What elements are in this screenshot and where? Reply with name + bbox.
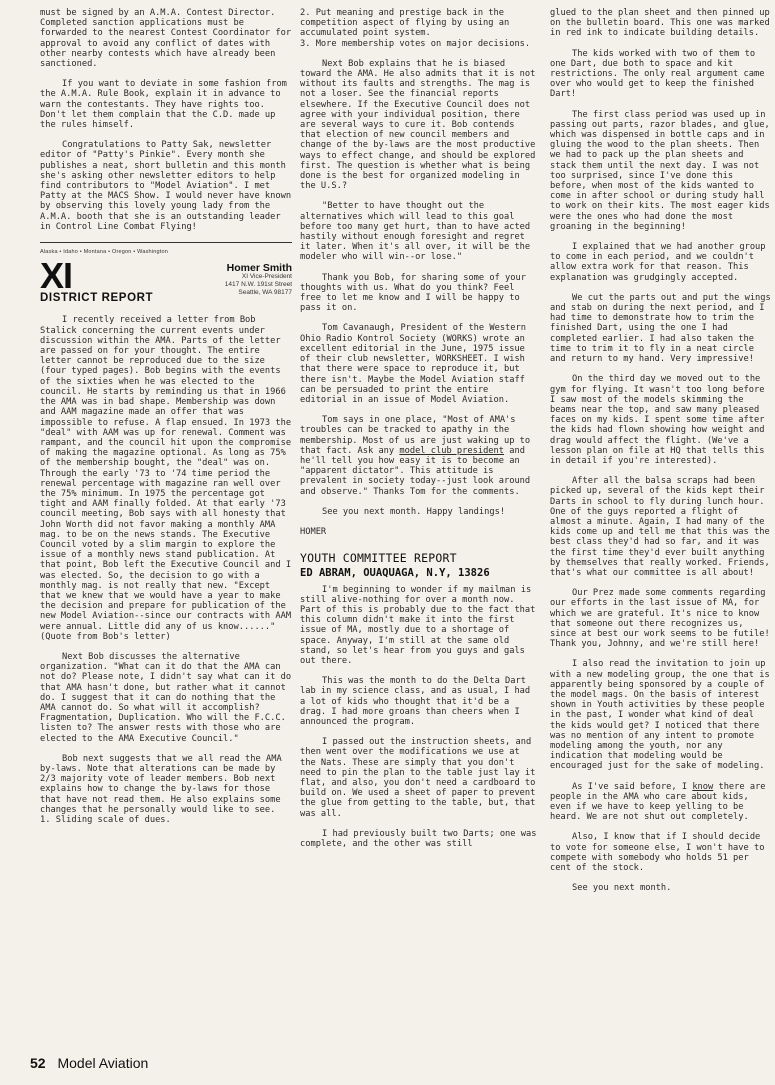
paragraph: I had previously built two Darts; one was complete, and the other was still [300, 828, 537, 850]
paragraph: After all the balsa scraps had been picked up, several of the kids kept their Darts in school to fly during lunch hour. One of the guys reported a flight of almost a minute. Again, I had many of the kids come up and tell me that this was the best class they'd had so far, and it was the first time they'd ever built anything by themselves that really worked. Friends, that's what our committee is all about! [550, 476, 770, 578]
text-run: there are people in the AMA who care about kids, even if we have to keep yelling to be heard. We are not shut out completely. [550, 781, 766, 823]
text-run: and he'll tell you how easy it is to become an "apparent dictator". This attitude is prevalent in society today--just look around and observe." Thanks Tom for the comments. [300, 445, 531, 497]
paragraph: Bob next suggests that we all read the AMA by-laws. Note that alterations can be made by 2/3 majority vote of leader members. Bob next explains how to change the by-laws for those that have not read them. He also explains some changes that he personally would like to see. [40, 753, 282, 815]
page-number: 52 [30, 1055, 46, 1071]
vp-name: Homer Smith [226, 262, 292, 275]
paragraph: I passed out the instruction sheets, and then went over the modifications we use at the Nats. These are simply that you don't need to pin the plan to the table just lay it flat, and also, you don't need a cardboard to build on. We used a sheet of paper to prevent the glue from getting to the table, but, that was all. [300, 737, 536, 819]
paragraph: must be signed by an A.M.A. Contest Director. Completed sanction applications must be forwarded to the nearest Contest Coordinator for approval to avoid any conflict of dates with other nearby contests which have already been sanctioned. [40, 8, 292, 70]
underlined-text: know [692, 781, 714, 792]
vp-street: 1417 N.W. 191st Street [224, 281, 292, 289]
paragraph: Also, I know that if I should decide to vote for someone else, I won't have to compete with somebody who holds 51 per cent of the stock. [550, 832, 765, 874]
paragraph: This was the month to do the Delta Dart lab in my science class, and as usual, I had a lot of kids who thought that it'd be a drag. I had more groans than cheers when I announced the program. [300, 676, 531, 727]
district-states: Alaska • Idaho • Montana • Oregon • Washington [40, 249, 168, 256]
sign-off: See you next month. [572, 883, 672, 894]
paragraph [550, 782, 772, 823]
paragraph: The kids worked with two of them to one Dart, due both to space and kit restrictions. The only real argument came over who would get to keep the finished Dart! [550, 48, 765, 100]
paragraph: I recently received a letter from Bob Stalick concerning the current events under discussion within the AMA. Parts of the letter are passed on for your thought. The entire letter cannot be reproduced due to the size (four typed pages). Bob begins with the events of the sixties when he was elected to the council. He starts by reminding us that in 1966 the AMA was in bad shape. Membership was down and AAM magazine made an offer that was impossible to refuse. A flap ensued. In 1973 the "deal" with AAM was up for renewal. Comment was rampant, and the council hit upon the compromise of making the magazine optional. As long as 75% of the membership bought, the "deal" was on. Through the early '73 to '74 time period the renewal percentage with magazine ran well over the 75% minimum. In 1975 the percentage got tight and AAM finally folded. At that early '73 council meeting, Bob says with all honesty that John Worth did not favor making a monthly AMA mag. to be on the news stands. The Executive Council voted by a slim margin to explore the issue of a monthly news stand publication. At that point, Bob left the Executive Council and I was elected. So, the decision to go with a monthly mag. is not really that new. "Except that we knew that we would have a year to make the decision and prepare for publication of the new Model Aviation--since our contracts with AAM were annual. Little did any of us know......" (Quote from Bob's letter) [40, 315, 292, 642]
list-item: 2. Put meaning and prestige back in the competition aspect of flying by using an accumulated point system. [300, 8, 510, 39]
underlined-text: model club president [399, 445, 504, 456]
vp-title: XI Vice-President [241, 273, 292, 281]
paragraph: Our Prez made some comments regarding our efforts in the last issue of MA, for which we are grateful. It's nice to know that someone out there recognizes us, since at best our work seems to be futile! Thank you, Johnny, and we're still here! [550, 588, 770, 650]
paragraph: Next Bob explains that he is biased toward the AMA. He also admits that it is not without its faults and strengths. The mag is not a loser. See the financial reports elsewhere. If the Executive Council does not agree with your individual position, there are several ways to cure it. Bob contends that election of new council members and change of the by-laws are the most productive ways to effect change, and should be explored first. The question is whether what is being done is the best for organized modeling in the U.S.? [300, 58, 536, 192]
vp-city: Seattle, WA 98177 [238, 289, 292, 297]
paragraph: Next Bob discusses the alternative organization. "What can it do that the AMA can not do? Please note, I didn't say what can it do that AMA hasn't done, but rather what it cannot do. I suggest that it can do nothing that the AMA cannot do. So what will it accomplish? Fragmentation, Duplication. Who will the F.C.C. listen to? The answer rests with those who are elected to the AMA Executive Council." [40, 651, 292, 744]
signature: HOMER [300, 526, 327, 537]
list-item: 1. Sliding scale of dues. [40, 815, 171, 826]
paragraph: glued to the plan sheet and then pinned up on the bulletin board. This one was marked in red ink to indicate building details. [550, 8, 770, 39]
vice-president-address [225, 259, 292, 303]
paragraph: We cut the parts out and put the wings and stab on during the next period, and I had time to demonstrate how to trim the finished Dart, using the one I had completed earlier. I had also taken the time to trim it to fly in a neat circle and return to my hand. Very impressive! [550, 292, 771, 365]
text-run: Tom says in one place, "Most of AMA's troubles can be tracked to apathy in the membership. Most of us are just waking up to that fact. Ask any [300, 415, 531, 456]
paragraph: I also read the invitation to join up with a new modeling group, the one that is apparently being sponsored by a couple of the model mags. On the basis of interest shown in Youth activities by these people in the past, I wonder what kind of deal the kids would get? I noticed that there was no mention of any intent to promote modeling among the youth, nor any indication that modeling would be encouraged just for the sake of modeling. [550, 659, 770, 772]
paragraph: On the third day we moved out to the gym for flying. It wasn't too long before I saw most of the models skimming the beams near the top, and saw many pleased faces on my kids. I spent some time after the kids had flown showing how weight and drag would affect the flight. (We've a lesson plan on file at HQ that tells this in detail if you're interested). [550, 374, 765, 466]
quote-paragraph: "Better to have thought out the alternatives which will lead to this goal before too many get hurt, than to have acted hastily without enough foresight and regret it later. When it's all over, it will be the modeler who will win--or lose." [300, 201, 531, 263]
youth-committee-title: YOUTH COMMITTEE REPORT [300, 551, 457, 566]
paragraph: If you want to deviate in some fashion from the A.M.A. Rule Book, explain it in advance to warn the contestants. They have rights too. Don't let them complain that the C.D. made up the rules himself. [40, 79, 287, 131]
column-right [550, 8, 772, 903]
list-item: 3. More membership votes on major decisions. [300, 38, 531, 49]
paragraph: The first class period was used up in passing out parts, razor blades, and glue, which was dispensed in bottle caps and in gluing the wood to the plan sheets. Then we had to pack up the plan sheets and stack them until the next day. I was not too surprised, since I've done this before, when most of the kids wanted to come in after school or during study hall to work on their kits. The most eager kids were the ones who had done the most groaning in the beginning! [550, 109, 770, 232]
district-report-title: DISTRICT REPORT [40, 292, 154, 305]
district-report-header [40, 255, 292, 305]
district-numeral: XI [40, 255, 73, 297]
paragraph [300, 415, 540, 497]
section-divider [40, 242, 292, 243]
paragraph: Thank you Bob, for sharing some of your thoughts with us. What do you think? Feel free to let me know and I will be happy to pass it on. [300, 272, 526, 314]
page-footer [30, 1055, 148, 1071]
paragraph: I'm beginning to wonder if my mailman is still alive-nothing for over a month now. Part of this is probably due to the fact that this column didn't make it into the first issue of MA, mostly due to a shortage of space. Anyway, I'm still at the same old stand, so let's hear from you guys and gals out there. [300, 584, 536, 666]
paragraph: Congratulations to Patty Sak, newsletter editor of "Patty's Pinkie". Every month she publishes a neat, short bulletin and this month she's asking other newsletter editors to help find contributors to "Model Aviation". I met Patty at the MACS Show. I would never have known by observing this lovely young lady from the A.M.A. booth that she is an outstanding leader in Control Line Combat Flying! [40, 140, 292, 232]
column-left [40, 8, 292, 835]
magazine-name: Model Aviation [57, 1055, 149, 1071]
district-title-block [40, 255, 154, 305]
column-middle [300, 8, 540, 859]
youth-committee-author: ED ABRAM, OUAQUAGA, N.Y, 13826 [300, 567, 490, 580]
sign-off: See you next month. Happy landings! [322, 506, 506, 517]
paragraph: Tom Cavanaugh, President of the Western Ohio Radio Kontrol Society (WORKS) wrote an excellent editorial in the June, 1975 issue of their club newsletter, WORKSHEET. I wish that there were space to reproduce it, but there isn't. Maybe the Model Aviation staff can be persuaded to print the entire editorial in an issue of Model Aviation. [300, 323, 526, 405]
text-run: As I've said before, I [572, 781, 693, 792]
paragraph: I explained that we had another group to come in each period, and we couldn't allow extra work for that reason. This explanation was grudgingly accepted. [550, 242, 766, 283]
